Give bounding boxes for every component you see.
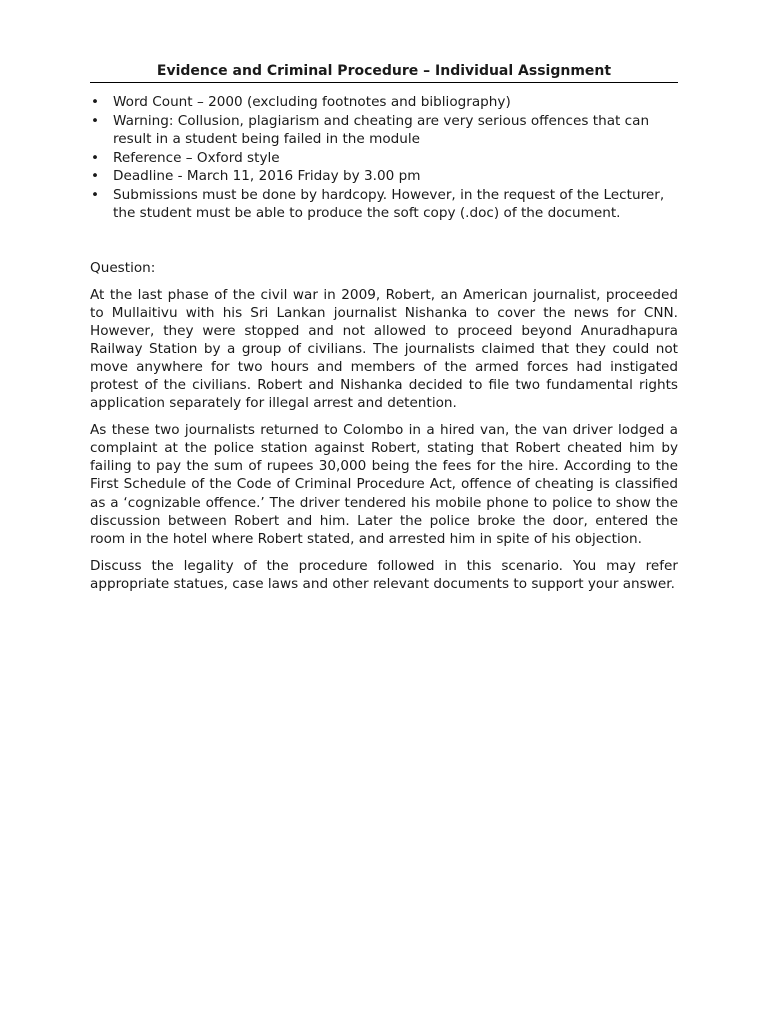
bullet-icon: • (91, 112, 100, 129)
list-item (90, 112, 678, 149)
bullet-icon: • (91, 186, 100, 203)
requirement-reference: Reference – Oxford style (113, 149, 280, 166)
list-item (90, 167, 678, 186)
list-item (90, 186, 678, 223)
question-paragraph: As these two journalists returned to Colombo in a hired van, the van driver lodged a complaint at the police station against Robert, stating that Robert cheated him by failing to pay the sum of rupees 30,000 being the fees for the hire. According to the First Schedule of the Code of Criminal Procedure Act, offence of cheating is classified as a ‘cognizable offence.’ The driver tendered his mobile phone to police to show the discussion between Robert and him. Later the police broke the door, entered the room in the hotel where Robert stated, and arrested him in spite of his objection. (90, 422, 678, 547)
requirement-warning: Warning: Collusion, plagiarism and cheating are very serious offences that can result in a student being failed in the module (113, 112, 650, 147)
requirement-submission: Submissions must be done by hardcopy. However, in the request of the Lecturer, the student must be able to produce the soft copy (.doc) of the document. (113, 186, 665, 221)
document-title: Evidence and Criminal Procedure – Individual Assignment (90, 62, 678, 83)
requirement-word-count: Word Count – 2000 (excluding footnotes and bibliography) (113, 94, 511, 110)
question-paragraph: At the last phase of the civil war in 2009, Robert, an American journalist, proceeded to Mullaitivu with his Sri Lankan journalist Nishanka to cover the news for CNN. However, they were stopped and not allowed to proceed beyond Anuradhapura Railway Station by a group of civilians. The journalists claimed that they could not move anywhere for two hours and members of the armed forces had instigated protest of the civilians. Robert and Nishanka decided to file two fundamental rights application separately for illegal arrest and detention. (90, 286, 678, 412)
document-page (90, 62, 678, 593)
bullet-icon: • (91, 168, 100, 184)
question-label: Question: (90, 259, 156, 276)
bullet-icon: • (91, 94, 100, 110)
requirement-deadline: Deadline - March 11, 2016 Friday by 3.00 pm (113, 168, 421, 184)
list-item (90, 149, 678, 168)
list-item (90, 93, 678, 112)
requirements-list (90, 93, 678, 223)
question-paragraph: Discuss the legality of the procedure followed in this scenario. You may refer appropriate statues, case laws and other relevant documents to support your answer. (90, 557, 678, 592)
bullet-icon: • (91, 149, 100, 166)
